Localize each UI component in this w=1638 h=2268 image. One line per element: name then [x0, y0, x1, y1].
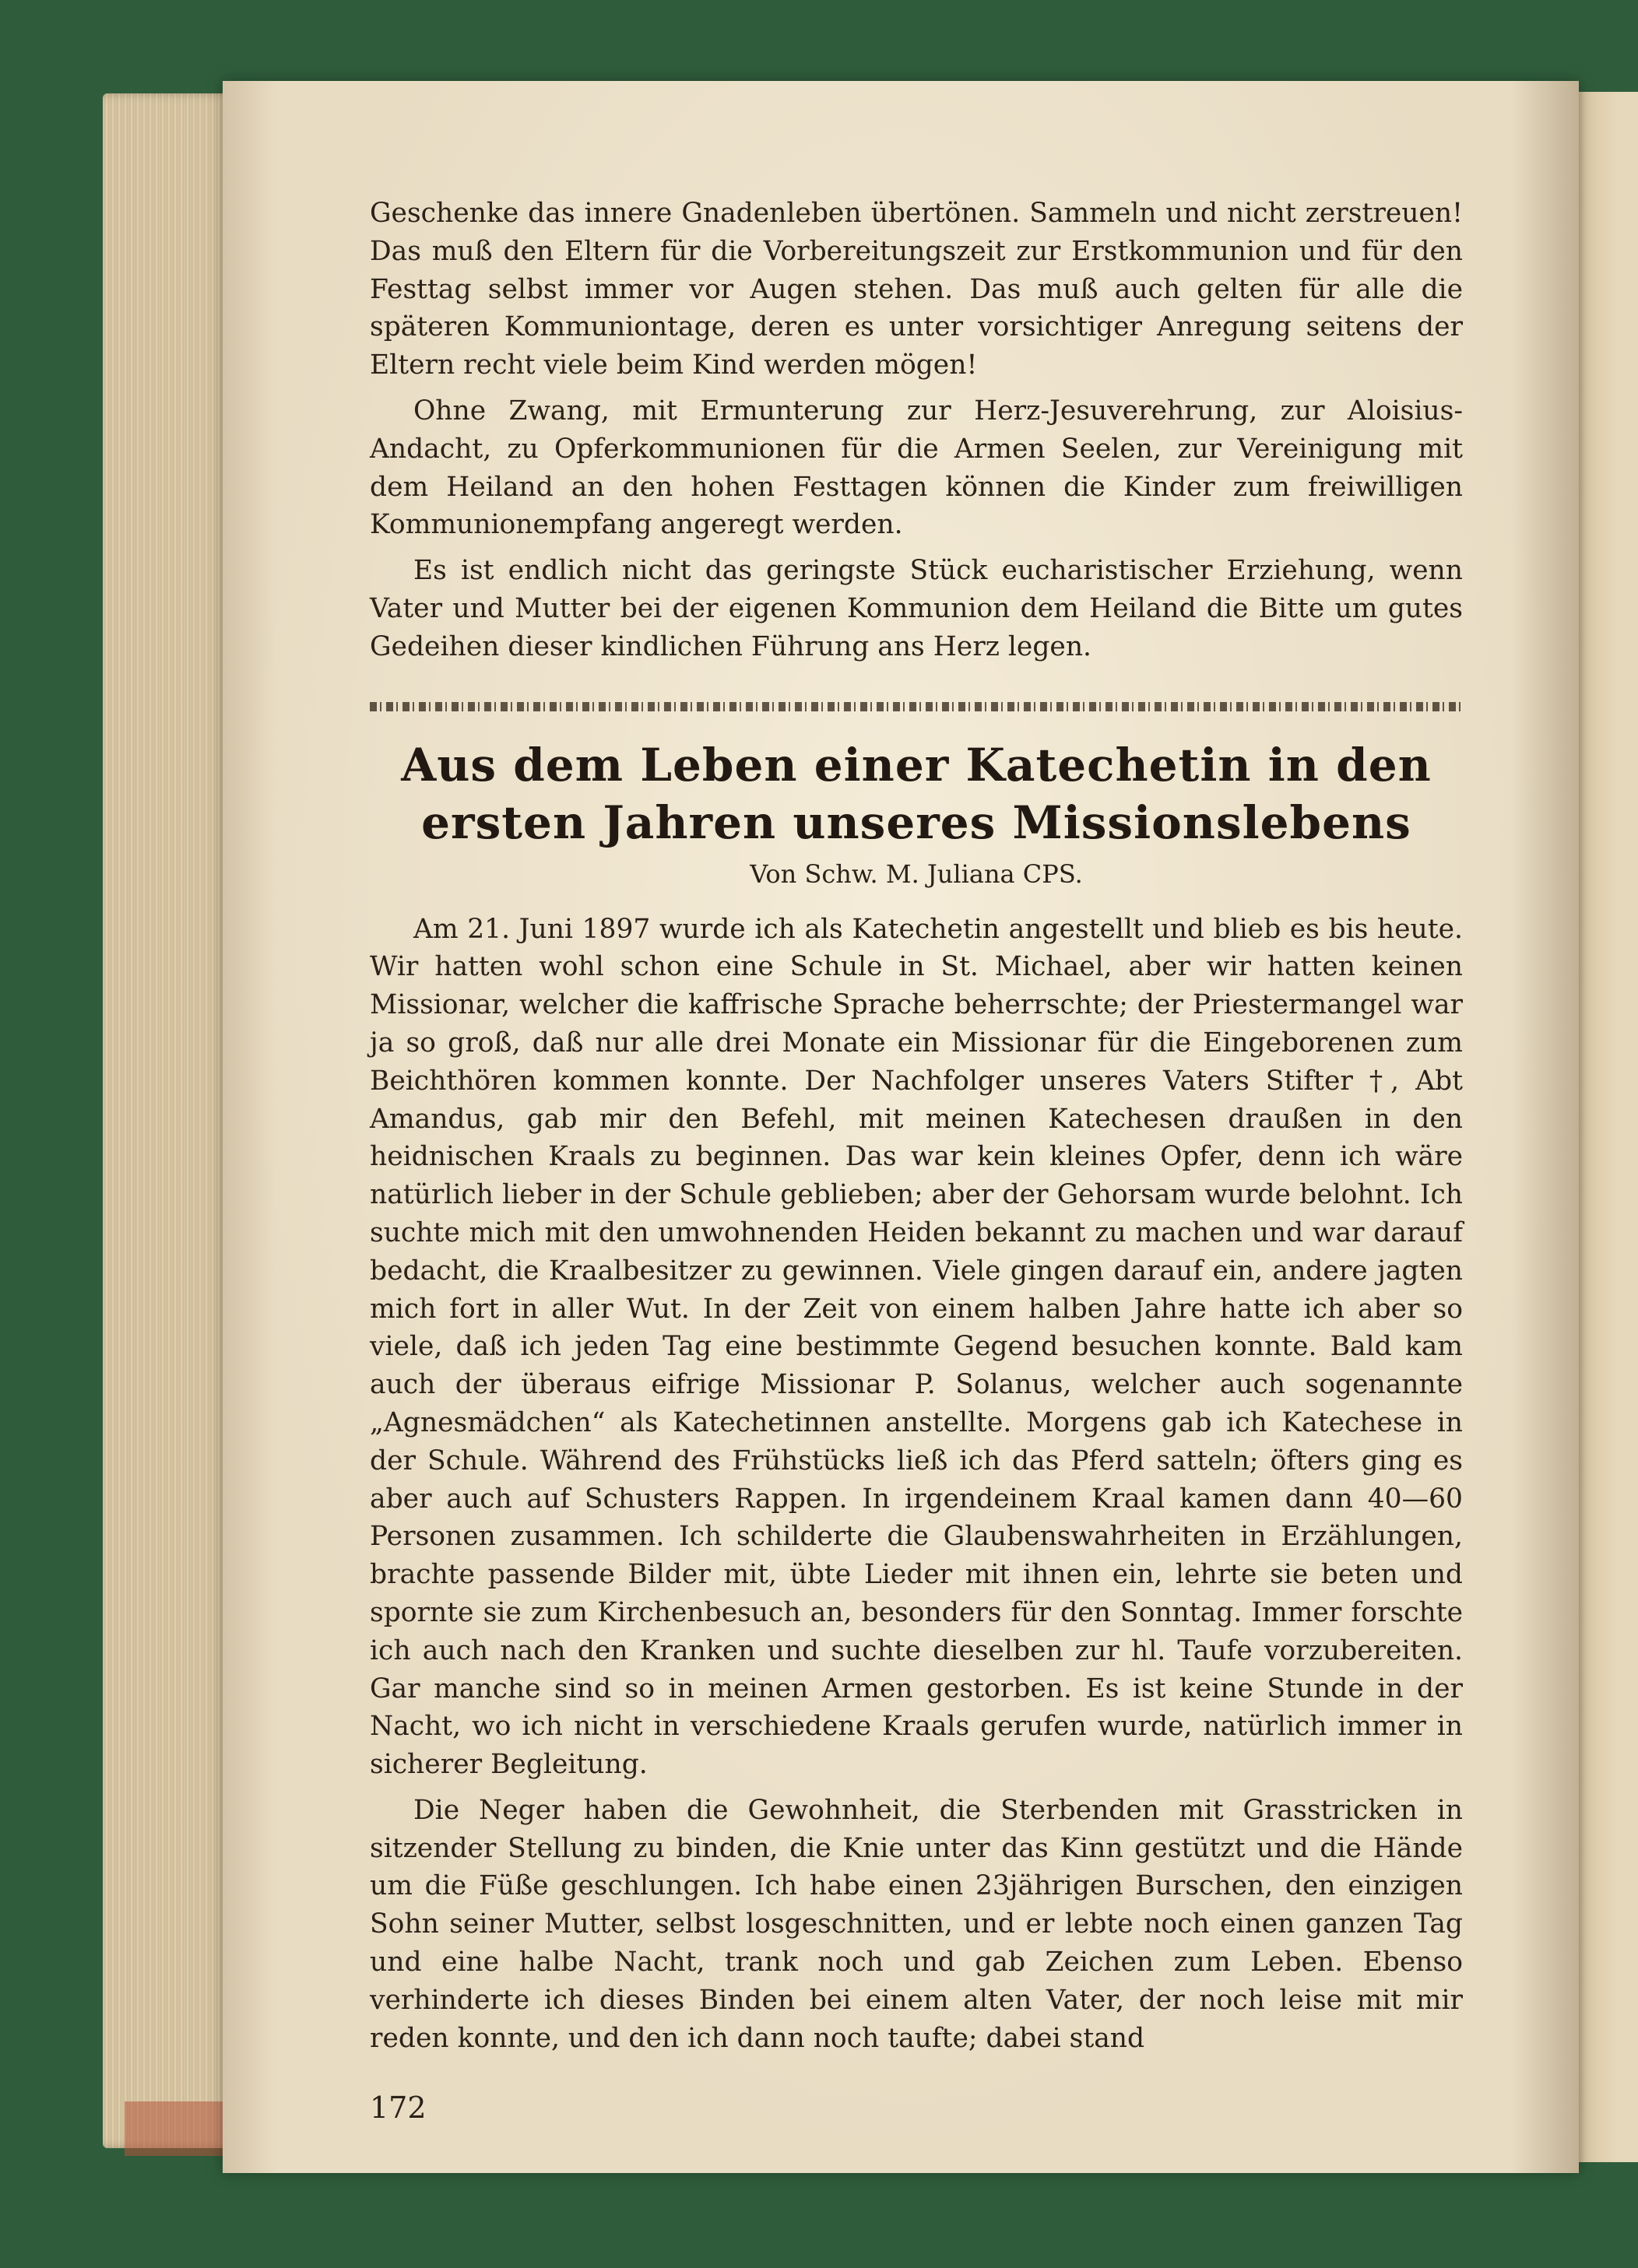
paragraph: Am 21. Juni 1897 wurde ich als Katechetin angestellt und blieb es bis heute. Wir hatten wohl schon eine Schule in St. Michael, aber wir hatten keinen Missionar, welcher die kaffrische Sprache beherrschte; der Priestermangel war ja so groß, daß nur alle drei Monate ein Missionar für die Eingeborenen zum Beichthören kommen konnte. Der Nachfolger unseres Vaters Stifter †, Abt Amandus, gab mir den Befehl, mit meinen Katechesen draußen in den heidnischen Kraals zu beginnen. Das war kein kleines Opfer, denn ich wäre natürlich lieber in der Schule geblieben; aber der Gehorsam wurde belohnt. Ich suchte mich mit den umwohnenden Heiden bekannt zu machen und war darauf bedacht, die Kraalbesitzer zu gewinnen. Viele gingen darauf ein, andere jagten mich fort in aller Wut. In der Zeit von einem halben Jahre hatte ich aber so viele, daß ich jeden Tag eine bestimmte Gegend besuchen konnte. Bald kam auch der überaus eifrige Missionar P. Solanus, welcher auch sogenannte „Agnesmädchen“ als Katechetinnen anstellte. Morgens gab ich Katechese in der Schule. Während des Frühstücks ließ ich das Pferd satteln; öfters ging es aber auch auf Schusters Rappen. In irgendeinem Kraal kamen dann 40—60 Personen zusammen. Ich schilderte die Glaubenswahrheiten in Erzählungen, brachte passende Bilder mit, übte Lieder mit ihnen ein, lehrte sie beten und spornte sie zum Kirchenbesuch an, besonders für den Sonntag. Immer forschte ich auch nach den Kranken und suchte dieselben zur hl. Taufe vorzubereiten. Gar manche sind so in meinen Armen gestorben. Es ist keine Stunde in der Nacht, wo ich nicht in verschiedene Kraals gerufen wurde, natürlich immer in sicherer Begleitung. [370, 913, 1463, 1781]
ornamental-divider [370, 702, 1463, 711]
paragraph: Die Neger haben die Gewohnheit, die Sterbenden mit Grasstricken in sitzender Stellung zu binden, die Knie unter das Kinn gestützt und die Hände um die Füße geschlungen. Ich habe einen 23jährigen Burschen, den einzigen Sohn seiner Mutter, selbst losgeschnitten, und er lebte noch einen ganzen Tag und eine halbe Nacht, trank noch und gab Zeichen zum Leben. Ebenso verhinderte ich dieses Binden bei einem alten Vater, der noch leise mit mir reden konnte, und den ich dann noch taufte; dabei stand [370, 1794, 1463, 2054]
book-edge-stain [125, 2101, 234, 2156]
next-page-edge [1571, 92, 1638, 2162]
book-page [223, 81, 1579, 2173]
article-byline: Von Schw. M. Juliana CPS. [750, 858, 1083, 889]
article-title: Aus dem Leben einer Katechetin in den ersten Jahren unseres Missionslebens [401, 738, 1432, 849]
paragraph: Geschenke das innere Gnadenleben übertönen. Sammeln und nicht zerstreuen! Das muß den Eltern für die Vorbereitungszeit zur Erstkommunion und für den Festtag selbst immer vor Augen stehen. Das muß auch gelten für alle die späteren Kommuniontage, deren es unter vorsichtiger Anregung seitens der Eltern recht viele beim Kind werden mögen! [370, 198, 1463, 381]
page-text-block [370, 195, 1463, 2057]
page-number: 172 [370, 2091, 427, 2125]
paragraph: Es ist endlich nicht das geringste Stück eucharistischer Erziehung, wenn Vater und Mutter bei der eigenen Kommunion dem Heiland die Bitte um gutes Gedeihen dieser kindlichen Führung ans Herz legen. [370, 555, 1463, 662]
paragraph: Ohne Zwang, mit Ermunterung zur Herz-Jesuverehrung, zur Aloisius-Andacht, zu Opferkommunionen für die Armen Seelen, zur Vereinigung mit dem Heiland an den hohen Festtagen können die Kinder zum freiwilligen Kommunionempfang angeregt werden. [370, 395, 1463, 541]
book-page-edges [103, 93, 235, 2148]
